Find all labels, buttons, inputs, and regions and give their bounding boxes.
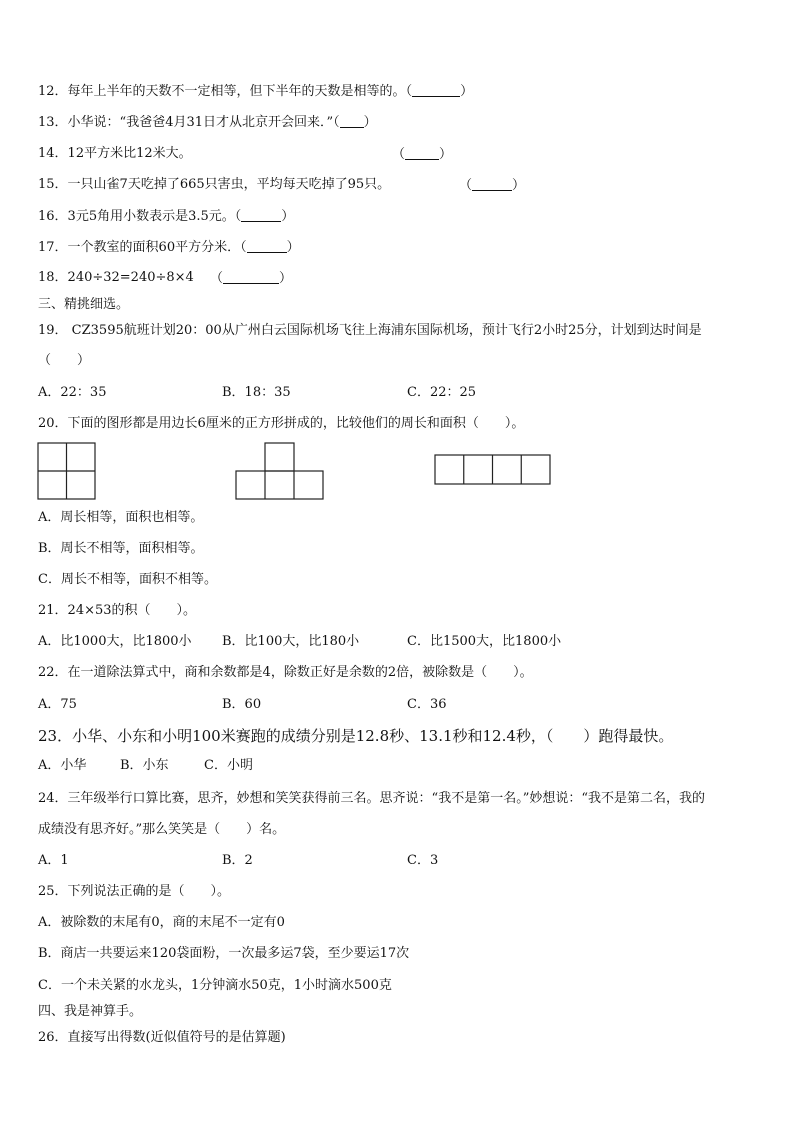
option-c[interactable]: C．3	[407, 853, 439, 868]
option-c[interactable]: C．一个未关紧的水龙头，1分钟滴水50克，1小时滴水500克	[38, 978, 392, 993]
question-text: 3元5角用小数表示是3.5元。	[67, 209, 235, 224]
question-text: 一个教室的面积60平方分米．	[67, 240, 241, 255]
question-13: 13．小华说：“我爸爸4月31日才从北京开会回来．”（ ）	[38, 115, 377, 130]
answer-blank[interactable]	[412, 83, 460, 97]
answer-blank[interactable]	[472, 177, 512, 191]
option-b[interactable]: B．比100大，比180小	[222, 634, 360, 649]
question-24-text-cont: 成绩没有思齐好。”那么笑笑是（ ）名。	[38, 822, 286, 837]
option-c[interactable]: C．比1500大，比1800小	[407, 634, 562, 649]
question-16: 16．3元5角用小数表示是3.5元。（ ）	[38, 209, 295, 224]
question-number: 13．	[38, 115, 68, 130]
question-18	[38, 270, 194, 286]
option-a[interactable]: A．75	[38, 697, 77, 712]
question-17: 17．一个教室的面积60平方分米．（ ）	[38, 240, 300, 255]
question-text: 12平方米比12米大。	[67, 146, 192, 161]
question-15	[38, 177, 390, 193]
question-number: 17．	[38, 240, 68, 255]
question-text: 一只山雀7天吃掉了665只害虫，平均每天吃掉了95只。	[67, 177, 391, 192]
answer-blank[interactable]	[405, 146, 439, 160]
question-text: 小华说：“我爸爸4月31日才从北京开会回来．”	[67, 115, 334, 130]
question-number: 12．	[38, 84, 68, 99]
option-b[interactable]: B．2	[222, 853, 253, 868]
answer-blank[interactable]	[223, 270, 279, 284]
question-18-answer: （ ）	[210, 271, 293, 286]
question-number: 18．	[38, 270, 68, 285]
question-14-answer: （ ）	[392, 147, 453, 162]
option-a[interactable]: A．22：35	[38, 385, 107, 400]
section-heading-3: 三、精挑细选。	[38, 297, 130, 312]
question-20-text: 20．下面的图形都是用边长6厘米的正方形拼成的，比较他们的周长和面积（ ）。	[38, 416, 525, 431]
question-15-answer: （ ）	[459, 178, 526, 193]
option-b[interactable]: B．周长不相等，面积相等。	[38, 541, 204, 556]
question-19-text-cont: （ ）	[38, 353, 91, 368]
option-c[interactable]: C．小明	[204, 758, 253, 773]
figure-row-of-four	[433, 453, 553, 487]
question-text: 240÷32=240÷8×4	[67, 270, 194, 285]
option-b[interactable]: B．18：35	[222, 385, 291, 400]
question-14	[38, 146, 192, 162]
figure-t-shape	[234, 441, 326, 501]
question-25-text: 25．下列说法正确的是（ ）。	[38, 884, 231, 899]
option-b[interactable]: B．商店一共要运来120袋面粉，一次最多运7袋，至少要运17次	[38, 946, 410, 961]
question-text: 每年上半年的天数不一定相等，但下半年的天数是相等的。	[67, 84, 406, 99]
option-a[interactable]: A．小华	[38, 758, 87, 773]
question-number: 16．	[38, 209, 68, 224]
option-c[interactable]: C．周长不相等，面积不相等。	[38, 572, 217, 587]
option-a[interactable]: A．1	[38, 853, 69, 868]
option-b[interactable]: B．60	[222, 697, 262, 712]
figure-square-2x2	[36, 441, 98, 501]
question-24-text: 24．三年级举行口算比赛，思齐，妙想和笑笑获得前三名。思齐说：“我不是第一名。”妙想说：“我不是第二名，我的	[38, 791, 705, 806]
question-26-text: 26．直接写出得数(近似值符号的是估算题)	[38, 1030, 286, 1045]
option-a[interactable]: A．比1000大，比1800小	[38, 634, 192, 649]
answer-blank[interactable]	[340, 114, 364, 128]
option-a[interactable]: A．周长相等，面积也相等。	[38, 510, 204, 525]
option-c[interactable]: C．22：25	[407, 385, 477, 400]
question-number: 15．	[38, 177, 68, 192]
option-a[interactable]: A．被除数的末尾有0，商的末尾不一定有0	[38, 915, 285, 930]
answer-blank[interactable]	[241, 208, 281, 222]
answer-blank[interactable]	[247, 239, 287, 253]
question-19-text: 19． CZ3595航班计划20：00从广州白云国际机场飞往上海浦东国际机场，预计飞行2小时25分，计划到达时间是	[38, 323, 702, 338]
question-21-text: 21．24×53的积（ ）。	[38, 603, 197, 618]
option-b[interactable]: B．小东	[120, 758, 169, 773]
question-23-text: 23．小华、小东和小明100米赛跑的成绩分别是12.8秒、13.1秒和12.4秒，（ ）跑得最快。	[38, 727, 674, 745]
question-12: 12．每年上半年的天数不一定相等，但下半年的天数是相等的。（ ）	[38, 84, 474, 99]
option-c[interactable]: C．36	[407, 697, 447, 712]
question-number: 14．	[38, 146, 68, 161]
question-22-text: 22．在一道除法算式中，商和余数都是4，除数正好是余数的2倍，被除数是（ ）。	[38, 665, 533, 680]
section-heading-4: 四、我是神算手。	[38, 1004, 143, 1019]
